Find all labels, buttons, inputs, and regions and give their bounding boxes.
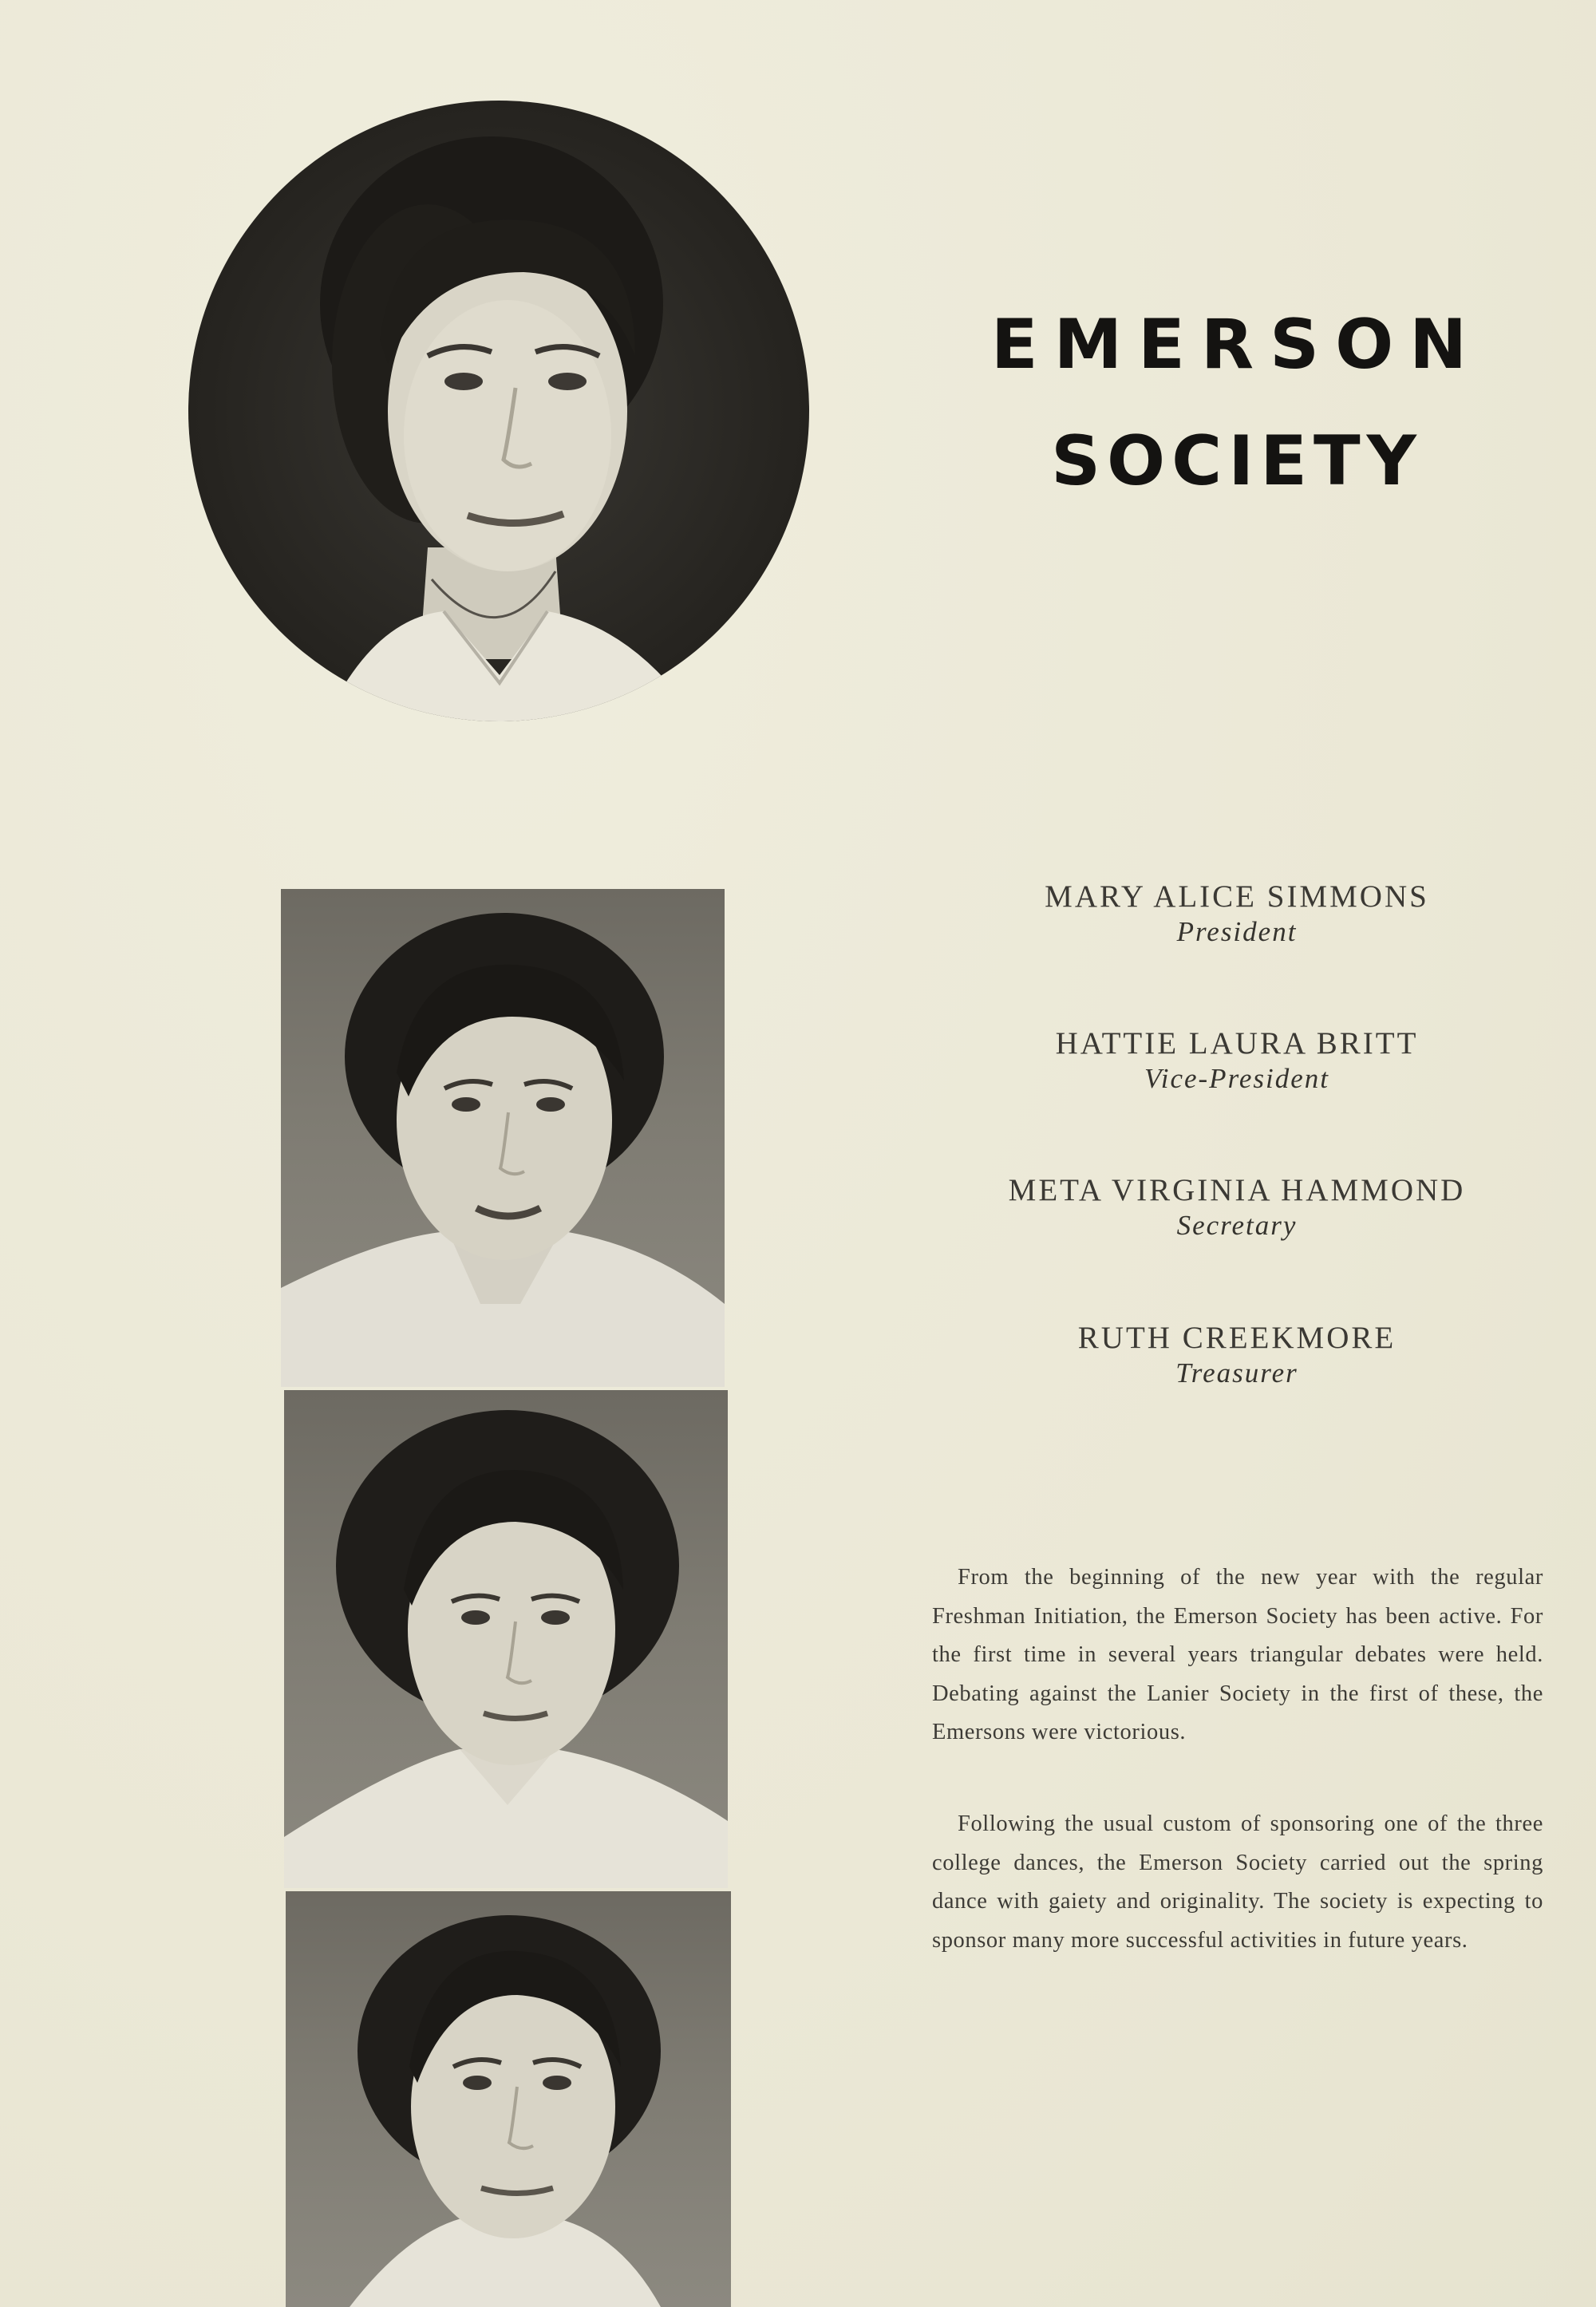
officer-role: President xyxy=(1176,915,1298,947)
officer-role: Vice-President xyxy=(1144,1062,1330,1094)
officer-portrait-photo xyxy=(286,1891,731,2307)
officer-role: Treasurer xyxy=(1175,1357,1298,1389)
officer-name: MARY ALICE SIMMONS xyxy=(1045,879,1429,914)
portrait-illustration xyxy=(188,101,809,721)
officer-name: HATTIE LAURA BRITT xyxy=(1055,1026,1419,1061)
portrait-illustration xyxy=(284,1390,728,1888)
body-paragraph: From the beginning of the new year with the regular Freshman Initiation, the Emerson Society has been active. For the first time in several years triangular debates were held. Debating against the Lanier Society in the first of these, the Emersons were victorious. xyxy=(932,1565,1543,1744)
officer-entry-president xyxy=(918,880,1556,950)
portrait-illustration xyxy=(286,1891,731,2307)
officer-name: RUTH CREEKMORE xyxy=(1077,1321,1396,1355)
officer-role: Secretary xyxy=(1176,1209,1298,1241)
portrait-illustration xyxy=(281,889,725,1387)
officer-entry-secretary xyxy=(918,1174,1556,1243)
body-paragraph: Following the usual custom of sponsoring one of the three college dances, the Emerson Society carried out the spring dance with gaiety and originality. The society is expecting to sponsor many more successful activities in future years. xyxy=(932,1811,1543,1953)
officer-portrait-photo xyxy=(284,1390,728,1888)
featured-portrait-photo xyxy=(188,101,809,721)
officer-portrait-photo xyxy=(281,889,725,1387)
officer-entry-vice-president xyxy=(918,1027,1556,1096)
officer-name: META VIRGINIA HAMMOND xyxy=(1008,1173,1466,1207)
page-title-line-1: EMERSON xyxy=(990,305,1483,385)
page-title-line-2: SOCIETY xyxy=(1051,421,1423,501)
officer-entry-treasurer xyxy=(918,1321,1556,1391)
